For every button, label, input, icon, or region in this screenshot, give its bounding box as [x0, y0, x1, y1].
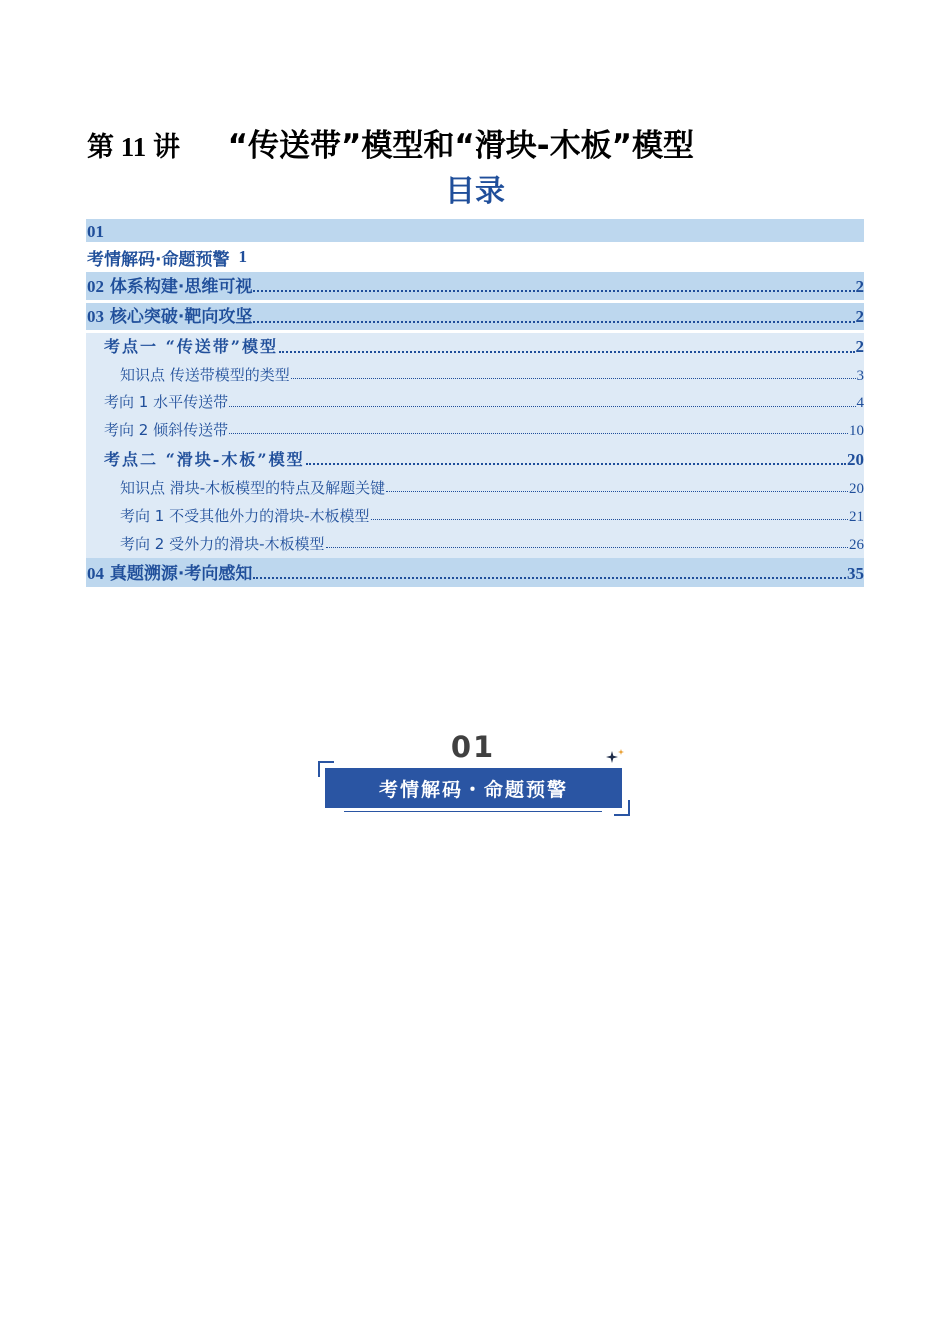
section-badge-label-box [325, 768, 622, 808]
toc-page-number: 10 [849, 423, 864, 439]
toc-section-title: 核心突破·靶向攻坚 [109, 307, 253, 327]
toc-section-title: 真题溯源·考向感知 [109, 564, 253, 584]
toc-page-number: 20 [849, 481, 864, 497]
toc-section-number: 04 [87, 564, 104, 583]
toc-entry-label [87, 303, 252, 327]
toc-row-section-02[interactable] [86, 272, 864, 300]
toc-row-direction-2-2[interactable] [86, 530, 864, 558]
section-badge-number: 01 [450, 730, 496, 764]
toc-entry-label: 考向 1 水平传送带 [104, 393, 229, 411]
toc-row-section-03[interactable] [86, 303, 864, 330]
toc-entry-label: 考向 1 不受其他外力的滑块-木板模型 [120, 507, 370, 525]
toc-row-knowledge-1[interactable] [86, 360, 864, 389]
badge-underline [344, 811, 602, 812]
toc-page-number: 4 [856, 395, 864, 411]
toc-leader-dots [279, 350, 855, 353]
toc-entry-label: 考点一 “传送带”模型 [104, 337, 278, 356]
document-title [87, 120, 694, 165]
toc-leader-dots [371, 518, 849, 520]
toc-row-knowledge-2[interactable] [86, 473, 864, 502]
toc-page-number: 3 [856, 368, 864, 384]
toc-page-number: 2 [855, 307, 864, 326]
toc-row-direction-1-1[interactable] [86, 389, 864, 416]
toc-section-title: 体系构建·思维可视 [109, 277, 253, 297]
toc-row-section-04[interactable] [86, 558, 864, 587]
toc-entry-label [87, 272, 252, 297]
toc-leader-dots [253, 289, 854, 292]
toc-page-number: 2 [855, 277, 864, 296]
badge-corner-bottom-right [614, 800, 630, 816]
toc-entry-label: 知识点 传送带模型的类型 [120, 366, 290, 384]
toc-row-direction-1-2[interactable] [86, 416, 864, 444]
toc-page-number: 26 [849, 537, 864, 553]
toc-entry-label: 考向 2 受外力的滑块-木板模型 [120, 535, 325, 553]
toc-row-direction-2-1[interactable] [86, 502, 864, 530]
toc-leader-dots [229, 405, 855, 407]
section-badge [318, 730, 630, 816]
toc-leader-dots [386, 490, 848, 492]
sparkle-icon [605, 748, 627, 766]
toc-page-number: 1 [238, 247, 247, 266]
toc-leader-dots [253, 576, 846, 579]
toc-page-number: 35 [847, 564, 864, 583]
lecture-title: “传送带”模型和“滑块-木板”模型 [227, 128, 694, 164]
toc-leader-dots [326, 546, 849, 548]
toc-leader-dots [291, 377, 856, 379]
toc-section-number: 03 [87, 307, 104, 326]
toc-entry-label [87, 559, 252, 584]
toc-leader-dots [229, 432, 848, 434]
toc-page-number: 20 [847, 450, 864, 469]
toc-section-number: 02 [87, 277, 104, 296]
toc-section-number: 01 [87, 222, 104, 241]
toc-page-number: 2 [855, 337, 864, 356]
section-badge-label: 考情解码・命题预警 [378, 778, 568, 801]
toc-leader-dots [306, 462, 846, 465]
toc-entry-label: 考点二 “滑块-木板”模型 [104, 450, 305, 469]
toc-row-topic-2[interactable] [86, 444, 864, 473]
toc-entry-label: 知识点 滑块-木板模型的特点及解题关键 [120, 479, 386, 497]
toc-entry-label: 考向 2 倾斜传送带 [104, 421, 229, 439]
toc-row-topic-1[interactable] [86, 333, 864, 360]
toc-leader-dots [253, 320, 854, 323]
toc-row-section-01[interactable] [86, 242, 864, 272]
toc-heading: 目录 [445, 174, 505, 209]
toc-page-number: 21 [849, 509, 864, 525]
table-of-contents [86, 219, 864, 587]
toc-entry-label: 考情解码·命题预警 [87, 249, 230, 270]
lecture-number: 第 11 讲 [87, 132, 181, 162]
toc-row-section-01-number[interactable] [86, 219, 864, 242]
